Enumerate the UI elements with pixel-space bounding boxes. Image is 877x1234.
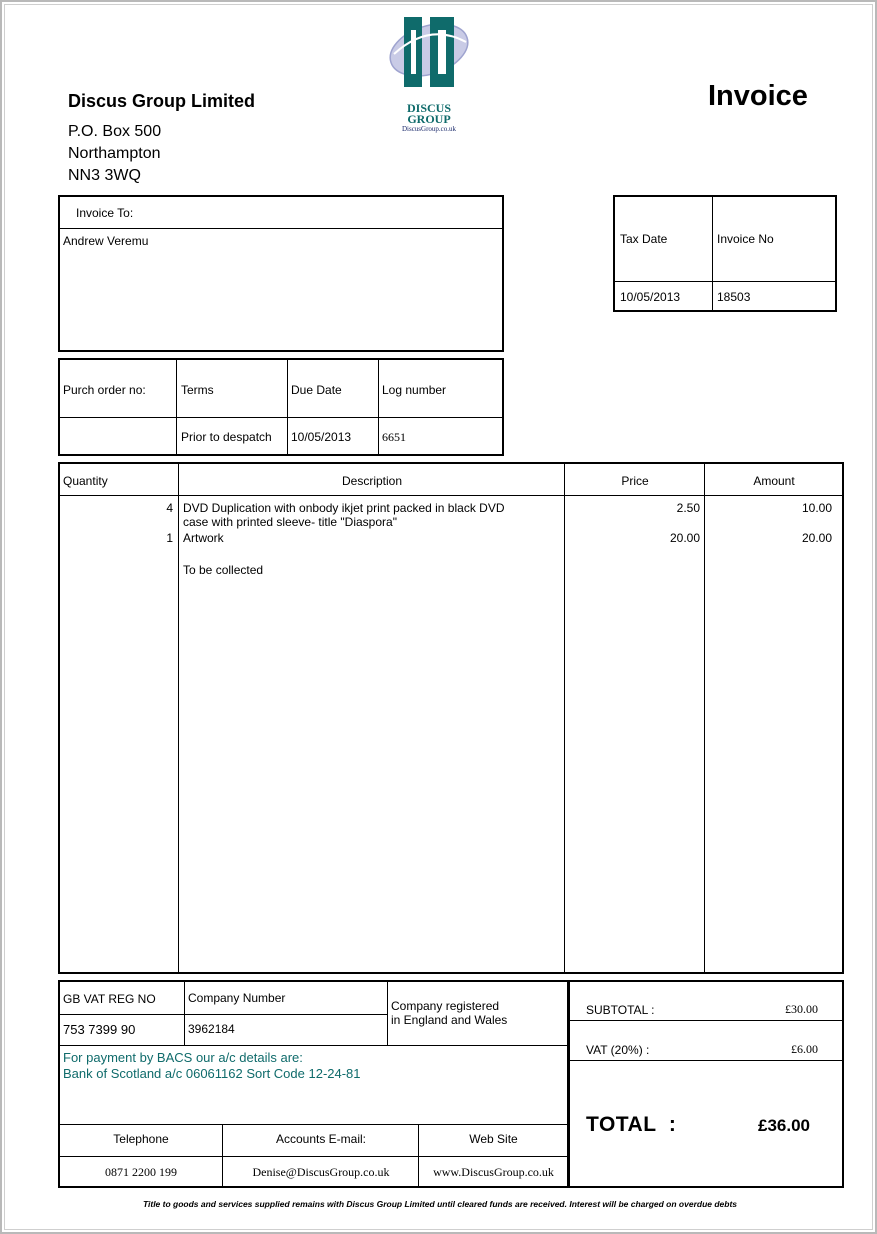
logo-text-line1: DISCUS — [406, 101, 451, 115]
table-row-description — [183, 501, 505, 529]
registration-line: in England and Wales — [391, 1013, 508, 1027]
company-address — [68, 121, 161, 187]
invoice-to-label: Invoice To: — [76, 206, 134, 220]
company-details-box — [58, 980, 569, 1188]
vat-reg-value: 753 7399 90 — [63, 1022, 136, 1037]
terms-value: Prior to despatch — [181, 430, 272, 444]
registration-line: Company registered — [391, 999, 500, 1013]
payment-line: For payment by BACS our a/c details are: — [63, 1050, 303, 1065]
registration-note — [391, 999, 507, 1027]
purch-order-label: Purch order no: — [63, 383, 146, 397]
company-logo — [386, 12, 472, 133]
customer-name: Andrew Veremu — [63, 234, 149, 248]
email-label: Accounts E-mail: — [275, 1132, 367, 1146]
tax-date-label: Tax Date — [620, 232, 668, 246]
table-row-amount: 20.00 — [801, 531, 832, 545]
footer-terms-note: Title to goods and services supplied remains with Discus Group Limited until cleared funds are received. Interest will be charged on overdue debts — [142, 1199, 738, 1209]
collection-note: To be collected — [183, 563, 264, 577]
quantity-header: Quantity — [63, 474, 108, 488]
amount-header: Amount — [753, 474, 795, 488]
table-row-quantity: 1 — [166, 531, 173, 545]
address-line: Northampton — [68, 145, 161, 162]
subtotal-label: SUBTOTAL : — [586, 1003, 655, 1017]
price-header: Price — [621, 474, 649, 488]
table-row-quantity: 4 — [166, 501, 173, 515]
invoice-meta-box — [613, 195, 837, 312]
email-link[interactable]: Denise@DiscusGroup.co.uk — [252, 1165, 390, 1179]
telephone-value: 0871 2200 199 — [105, 1165, 177, 1179]
totals-box — [568, 980, 844, 1188]
address-line: NN3 3WQ — [68, 167, 141, 184]
invoice-no-value: 18503 — [717, 290, 751, 304]
address-line: P.O. Box 500 — [68, 123, 162, 140]
log-number-label: Log number — [382, 383, 447, 397]
due-date-label: Due Date — [291, 383, 342, 397]
payment-details — [63, 1050, 361, 1082]
line-items-table — [58, 462, 844, 974]
description-line: DVD Duplication with onbody ikjet print packed in black DVD — [183, 501, 505, 515]
table-row-price: 2.50 — [676, 501, 700, 515]
website-label: Web Site — [469, 1132, 518, 1146]
bank-details-line: Bank of Scotland a/c 06061162 Sort Code 12-24-81 — [63, 1066, 361, 1081]
invoice-no-label: Invoice No — [717, 232, 774, 246]
table-row-amount: 10.00 — [801, 501, 832, 515]
total-value: £36.00 — [758, 1116, 810, 1135]
telephone-label: Telephone — [113, 1132, 169, 1146]
subtotal-value: £30.00 — [785, 1002, 818, 1016]
company-number-value: 3962184 — [188, 1022, 235, 1036]
company-number-label: Company Number — [188, 991, 286, 1005]
description-header: Description — [341, 474, 403, 488]
company-name: Discus Group Limited — [68, 91, 256, 111]
logo-text-line2: GROUP — [407, 112, 451, 126]
table-row-description: Artwork — [183, 531, 224, 545]
invoice-to-box — [58, 195, 504, 352]
terms-label: Terms — [181, 383, 214, 397]
table-row-price: 20.00 — [669, 531, 700, 545]
due-date-value: 10/05/2013 — [291, 430, 352, 444]
document-title: Invoice — [708, 80, 808, 112]
logo-url: DiscusGroup.co.uk — [401, 125, 457, 133]
order-info-box — [58, 358, 504, 456]
discus-logo-icon — [386, 12, 472, 98]
tax-date-value: 10/05/2013 — [620, 290, 681, 304]
website-link[interactable]: www.DiscusGroup.co.uk — [433, 1165, 554, 1179]
description-line: case with printed sleeve- title "Diaspora" — [183, 515, 397, 529]
vat-label: VAT (20%) : — [586, 1043, 650, 1057]
total-label: TOTAL : — [586, 1113, 677, 1136]
vat-value: £6.00 — [791, 1042, 818, 1056]
log-number-value: 6651 — [382, 430, 406, 444]
vat-reg-label: GB VAT REG NO — [63, 992, 156, 1006]
